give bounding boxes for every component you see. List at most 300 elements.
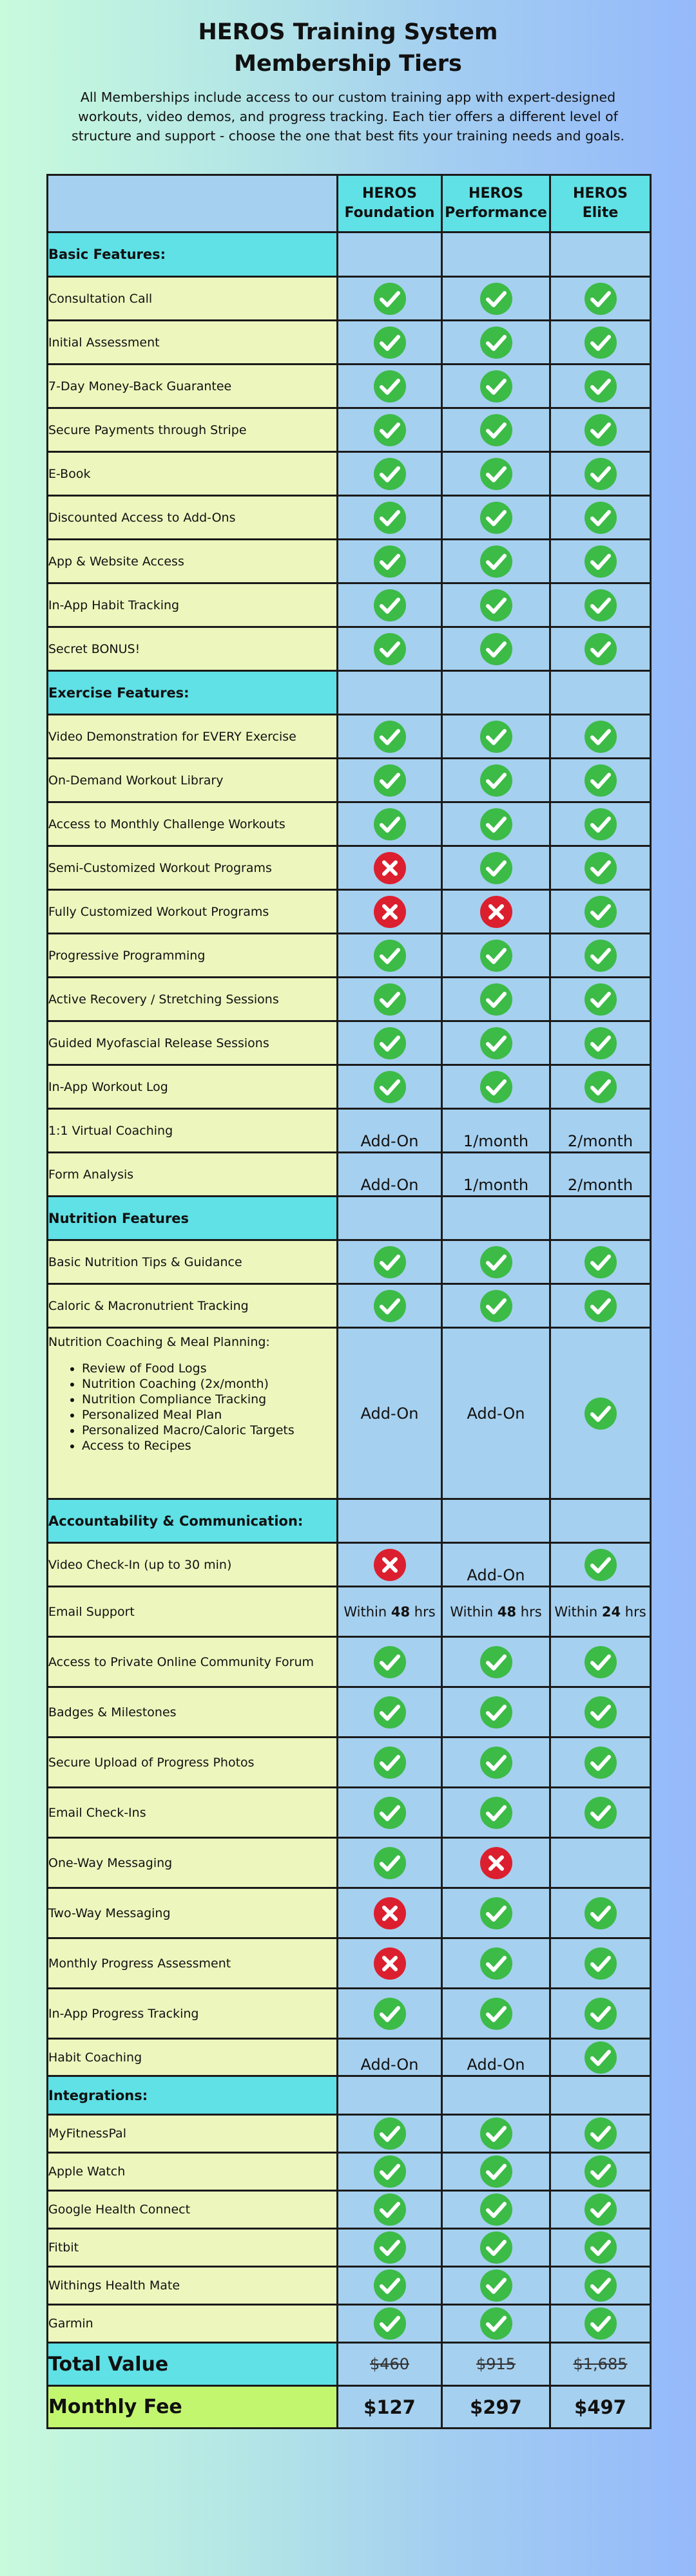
plan-value-cell	[442, 1637, 550, 1687]
check-circle-icon	[583, 1996, 618, 2031]
plan-value-cell	[338, 1328, 442, 1499]
plan-value-cell	[338, 1938, 442, 1989]
email-prefix: Within	[343, 1604, 387, 1620]
plan-header-elite	[550, 175, 651, 232]
email-hours: 24	[601, 1604, 621, 1620]
check-circle-icon	[479, 2306, 514, 2341]
feature-label: Nutrition Coaching & Meal Planning:	[48, 1335, 270, 1349]
plan-value-cell	[442, 321, 550, 365]
check-circle-icon	[583, 895, 618, 929]
feature-row	[48, 627, 651, 671]
list-item: • Review of Food Logs	[82, 1361, 336, 1376]
feature-label: MyFitnessPal	[48, 2115, 338, 2153]
feature-row	[48, 2267, 651, 2305]
list-item: • Nutrition Coaching (2x/month)	[82, 1376, 336, 1392]
check-circle-icon	[372, 2268, 407, 2303]
plan-value-cell	[550, 2267, 651, 2305]
plan-value-cell	[338, 2115, 442, 2153]
plan-value-cell	[442, 1021, 550, 1065]
check-circle-icon	[583, 500, 618, 535]
plan-value-cell	[338, 1021, 442, 1065]
check-circle-icon	[583, 1896, 618, 1931]
check-circle-icon	[583, 1795, 618, 1830]
check-circle-icon	[479, 938, 514, 973]
list-item: • Nutrition Compliance Tracking	[82, 1392, 336, 1407]
check-circle-icon	[372, 544, 407, 579]
check-circle-icon	[583, 763, 618, 798]
feature-row	[48, 540, 651, 583]
plan-name-brand: HEROS	[362, 185, 417, 202]
feature-row	[48, 1938, 651, 1989]
feature-row	[48, 978, 651, 1021]
check-circle-icon	[583, 938, 618, 973]
plan-value-cell	[442, 583, 550, 627]
check-circle-icon	[583, 325, 618, 360]
plan-value-cell	[550, 2039, 651, 2076]
check-circle-icon	[583, 1026, 618, 1061]
feature-label: Garmin	[48, 2305, 338, 2343]
plan-value-cell	[550, 978, 651, 1021]
plan-value-cell	[550, 1738, 651, 1788]
check-circle-icon	[372, 457, 407, 491]
plan-value-cell	[338, 496, 442, 540]
plan-value-cell	[550, 1888, 651, 1938]
check-circle-icon	[479, 632, 514, 667]
plan-value-cell	[338, 1240, 442, 1284]
section-title: Basic Features:	[48, 232, 338, 277]
plan-value-text: Add-On	[360, 1404, 419, 1423]
feature-label: Monthly Progress Assessment	[48, 1938, 338, 1989]
plan-value-cell	[550, 802, 651, 846]
plan-value-cell	[550, 2153, 651, 2191]
email-support-value	[442, 1587, 550, 1637]
plan-value-cell	[550, 1989, 651, 2039]
feature-row	[48, 2229, 651, 2267]
check-circle-icon	[479, 1745, 514, 1780]
plan-value-cell	[338, 1738, 442, 1788]
plan-value-cell	[442, 1153, 550, 1197]
section-blank-cell	[338, 232, 442, 277]
email-hours: 48	[391, 1604, 411, 1620]
plan-value-text: 1/month	[463, 1132, 529, 1150]
feature-label: Basic Nutrition Tips & Guidance	[48, 1240, 338, 1284]
check-circle-icon	[372, 763, 407, 798]
check-circle-icon	[583, 2116, 618, 2151]
check-circle-icon	[479, 500, 514, 535]
check-circle-icon	[372, 2192, 407, 2227]
check-circle-icon	[479, 544, 514, 579]
plan-name: Foundation	[344, 205, 435, 221]
feature-label: Caloric & Macronutrient Tracking	[48, 1284, 338, 1328]
check-circle-icon	[479, 1896, 514, 1931]
feature-label: Secure Payments through Stripe	[48, 408, 338, 452]
plan-value-cell	[550, 1838, 651, 1888]
monthly-fee-amount: $297	[442, 2386, 550, 2429]
section-title: Exercise Features:	[48, 671, 338, 715]
section-blank-cell	[442, 232, 550, 277]
check-circle-icon	[583, 1645, 618, 1680]
section-header-row	[48, 1197, 651, 1240]
section-header-row	[48, 671, 651, 715]
check-circle-icon	[372, 588, 407, 623]
plan-header-foundation	[338, 175, 442, 232]
x-circle-icon	[372, 1548, 407, 1582]
feature-row	[48, 321, 651, 365]
plan-value-cell	[442, 365, 550, 408]
check-circle-icon	[372, 719, 407, 754]
feature-label: Badges & Milestones	[48, 1687, 338, 1738]
section-blank-cell	[338, 2076, 442, 2115]
check-circle-icon	[479, 325, 514, 360]
plan-value-cell	[442, 1687, 550, 1738]
feature-row	[48, 1284, 651, 1328]
plan-value-text: Add-On	[467, 1566, 525, 1584]
section-blank-cell	[550, 1197, 651, 1240]
check-circle-icon	[372, 632, 407, 667]
plan-value-cell	[550, 2115, 651, 2153]
check-circle-icon	[583, 2306, 618, 2341]
feature-label: Video Demonstration for EVERY Exercise	[48, 715, 338, 759]
feature-label: Semi-Customized Workout Programs	[48, 846, 338, 890]
plan-value-cell	[442, 1989, 550, 2039]
plan-value-cell	[442, 715, 550, 759]
section-blank-cell	[550, 2076, 651, 2115]
plan-value-cell	[550, 540, 651, 583]
check-circle-icon	[479, 457, 514, 491]
plan-value-cell	[338, 408, 442, 452]
feature-label: Two-Way Messaging	[48, 1888, 338, 1938]
section-blank-cell	[442, 2076, 550, 2115]
total-value-amount: $460	[338, 2343, 442, 2386]
feature-row	[48, 496, 651, 540]
section-blank-cell	[442, 671, 550, 715]
check-circle-icon	[583, 851, 618, 886]
plan-value-cell	[442, 2153, 550, 2191]
plan-value-text: 2/month	[567, 1132, 633, 1150]
feature-row	[48, 1153, 651, 1197]
plan-value-cell	[442, 408, 550, 452]
plan-value-cell	[442, 627, 550, 671]
check-circle-icon	[583, 413, 618, 448]
plan-value-cell	[442, 1888, 550, 1938]
plan-value-text: 1/month	[463, 1176, 529, 1194]
plan-value-cell	[338, 890, 442, 934]
plan-value-cell	[442, 1328, 550, 1499]
feature-row	[48, 934, 651, 978]
check-circle-icon	[372, 413, 407, 448]
plan-value-cell	[338, 1838, 442, 1888]
check-circle-icon	[583, 2040, 618, 2075]
feature-row	[48, 1065, 651, 1109]
check-circle-icon	[479, 369, 514, 404]
monthly-fee-amount: $127	[338, 2386, 442, 2429]
meal-planning-feature	[48, 1328, 338, 1499]
section-header-row	[48, 1499, 651, 1543]
feature-label: Secret BONUS!	[48, 627, 338, 671]
plan-value-cell	[550, 846, 651, 890]
check-circle-icon	[583, 1745, 618, 1780]
plan-value-cell	[442, 496, 550, 540]
section-blank-cell	[442, 1499, 550, 1543]
feature-label: Initial Assessment	[48, 321, 338, 365]
feature-row	[48, 1687, 651, 1738]
x-circle-icon	[479, 895, 514, 929]
membership-table	[46, 174, 652, 2429]
plan-value-cell	[550, 277, 651, 321]
plan-value-cell	[338, 759, 442, 802]
email-prefix: Within	[554, 1604, 598, 1620]
plan-value-cell	[442, 2267, 550, 2305]
plan-value-cell	[550, 715, 651, 759]
check-circle-icon	[372, 807, 407, 842]
meal-planning-list	[82, 1361, 336, 1454]
check-circle-icon	[372, 281, 407, 316]
feature-label: Withings Health Mate	[48, 2267, 338, 2305]
email-suffix: hrs	[624, 1604, 646, 1620]
check-circle-icon	[372, 1846, 407, 1880]
check-circle-icon	[583, 2154, 618, 2189]
plan-value-cell	[550, 583, 651, 627]
plan-header-performance	[442, 175, 550, 232]
check-circle-icon	[583, 2230, 618, 2265]
check-circle-icon	[583, 2192, 618, 2227]
section-header-row	[48, 2076, 651, 2115]
section-blank-cell	[550, 232, 651, 277]
monthly-fee-row	[48, 2386, 651, 2429]
feature-row	[48, 1788, 651, 1838]
feature-label: Access to Private Online Community Forum	[48, 1637, 338, 1687]
plan-value-text: Add-On	[360, 1176, 419, 1194]
plan-value-cell	[442, 1240, 550, 1284]
feature-row	[48, 365, 651, 408]
check-circle-icon	[372, 2306, 407, 2341]
plan-value-cell	[338, 802, 442, 846]
feature-row	[48, 1838, 651, 1888]
plan-value-cell	[442, 1543, 550, 1587]
feature-label: 1:1 Virtual Coaching	[48, 1109, 338, 1153]
plan-value-cell	[338, 452, 442, 496]
feature-row	[48, 1637, 651, 1687]
feature-row	[48, 2039, 651, 2076]
plan-value-cell	[550, 890, 651, 934]
check-circle-icon	[583, 982, 618, 1017]
plan-value-cell	[338, 540, 442, 583]
check-circle-icon	[583, 807, 618, 842]
total-value-label: Total Value	[48, 2343, 338, 2386]
plan-value-cell	[442, 2229, 550, 2267]
plan-value-cell	[338, 1065, 442, 1109]
section-blank-cell	[338, 1499, 442, 1543]
check-circle-icon	[583, 1070, 618, 1104]
feature-row	[48, 1109, 651, 1153]
plan-value-text: Add-On	[467, 1404, 525, 1423]
feature-row	[48, 2115, 651, 2153]
section-header-row	[48, 232, 651, 277]
check-circle-icon	[479, 807, 514, 842]
check-circle-icon	[479, 763, 514, 798]
check-circle-icon	[372, 1245, 407, 1280]
feature-row	[48, 2305, 651, 2343]
feature-row	[48, 1888, 651, 1938]
feature-row	[48, 1543, 651, 1587]
feature-label: 7-Day Money-Back Guarantee	[48, 365, 338, 408]
plan-value-cell	[442, 1284, 550, 1328]
plan-value-text: 2/month	[567, 1176, 633, 1194]
feature-row	[48, 408, 651, 452]
plan-value-cell	[338, 1989, 442, 2039]
check-circle-icon	[372, 1795, 407, 1830]
plan-value-cell	[550, 365, 651, 408]
list-item: • Personalized Meal Plan	[82, 1407, 336, 1423]
plan-name-brand: HEROS	[469, 185, 523, 202]
header-blank-cell	[48, 175, 338, 232]
plan-value-cell	[442, 2115, 550, 2153]
plan-value-cell	[442, 1788, 550, 1838]
plan-value-cell	[550, 1788, 651, 1838]
feature-label: Form Analysis	[48, 1153, 338, 1197]
plan-value-cell	[550, 2305, 651, 2343]
plan-value-cell	[550, 627, 651, 671]
check-circle-icon	[479, 1996, 514, 2031]
plan-value-cell	[442, 1738, 550, 1788]
email-hours: 48	[497, 1604, 517, 1620]
feature-label: In-App Workout Log	[48, 1065, 338, 1109]
plan-value-cell	[442, 759, 550, 802]
feature-row	[48, 1240, 651, 1284]
plan-value-cell	[338, 1687, 442, 1738]
check-circle-icon	[583, 544, 618, 579]
check-circle-icon	[372, 2230, 407, 2265]
plan-value-cell	[550, 934, 651, 978]
check-circle-icon	[479, 1946, 514, 1981]
check-circle-icon	[372, 1289, 407, 1323]
intro-text: All Memberships include access to our custom training app with expert-designed workouts, video demos, and progress tracking. Each tier offers a different level of structure and support - choose the one that best fits your training needs and goals.	[72, 90, 624, 144]
plan-value-cell	[338, 2267, 442, 2305]
plan-value-cell	[550, 1328, 651, 1499]
plan-value-cell	[550, 1284, 651, 1328]
email-support-value	[550, 1587, 651, 1637]
section-title: Accountability & Communication:	[48, 1499, 338, 1543]
plan-value-cell	[550, 1687, 651, 1738]
feature-label: Apple Watch	[48, 2153, 338, 2191]
check-circle-icon	[372, 1070, 407, 1104]
check-circle-icon	[583, 1396, 618, 1431]
plan-value-cell	[550, 2229, 651, 2267]
plan-value-cell	[550, 1637, 651, 1687]
monthly-fee-amount: $497	[550, 2386, 651, 2429]
x-circle-icon	[372, 851, 407, 886]
plan-value-cell	[550, 1153, 651, 1197]
plan-value-cell	[338, 1153, 442, 1197]
plan-name: Elite	[582, 205, 619, 221]
plan-value-cell	[338, 2191, 442, 2229]
check-circle-icon	[372, 1026, 407, 1061]
plan-value-text: Add-On	[360, 1132, 419, 1150]
plan-value-text: Add-On	[467, 2056, 525, 2074]
check-circle-icon	[479, 588, 514, 623]
check-circle-icon	[479, 719, 514, 754]
feature-label: Video Check-In (up to 30 min)	[48, 1543, 338, 1587]
x-circle-icon	[479, 1846, 514, 1880]
plan-value-cell	[338, 1788, 442, 1838]
check-circle-icon	[583, 369, 618, 404]
plan-value-cell	[550, 1240, 651, 1284]
feature-row	[48, 846, 651, 890]
plan-value-cell	[338, 627, 442, 671]
plan-value-cell	[442, 846, 550, 890]
plan-value-cell	[442, 890, 550, 934]
plan-value-cell	[338, 2153, 442, 2191]
check-circle-icon	[479, 413, 514, 448]
check-circle-icon	[479, 1645, 514, 1680]
section-blank-cell	[338, 671, 442, 715]
monthly-fee-label: Monthly Fee	[48, 2386, 338, 2429]
check-circle-icon	[372, 938, 407, 973]
feature-row	[48, 2191, 651, 2229]
feature-row	[48, 2153, 651, 2191]
plan-value-cell	[338, 978, 442, 1021]
list-item: • Personalized Macro/Caloric Targets	[82, 1423, 336, 1438]
meal-planning-row	[48, 1328, 651, 1499]
plan-value-cell	[442, 934, 550, 978]
check-circle-icon	[583, 588, 618, 623]
section-blank-cell	[338, 1197, 442, 1240]
feature-label: E-Book	[48, 452, 338, 496]
plan-value-cell	[442, 1838, 550, 1888]
email-support-value	[338, 1587, 442, 1637]
plan-value-cell	[550, 1938, 651, 1989]
check-circle-icon	[479, 2192, 514, 2227]
check-circle-icon	[583, 1695, 618, 1730]
check-circle-icon	[372, 1645, 407, 1680]
plan-value-cell	[442, 540, 550, 583]
plan-value-cell	[338, 2305, 442, 2343]
plan-value-cell	[338, 277, 442, 321]
list-item: • Access to Recipes	[82, 1438, 336, 1454]
feature-label: Progressive Programming	[48, 934, 338, 978]
feature-label: Access to Monthly Challenge Workouts	[48, 802, 338, 846]
plan-value-cell	[338, 934, 442, 978]
plan-value-cell	[338, 1543, 442, 1587]
email-suffix: hrs	[414, 1604, 436, 1620]
x-circle-icon	[372, 1946, 407, 1981]
plan-value-text: Add-On	[360, 2056, 419, 2074]
check-circle-icon	[372, 325, 407, 360]
plan-value-cell	[338, 365, 442, 408]
plan-value-cell	[550, 2191, 651, 2229]
total-value-amount: $915	[442, 2343, 550, 2386]
feature-label: Fully Customized Workout Programs	[48, 890, 338, 934]
check-circle-icon	[479, 982, 514, 1017]
plan-value-cell	[338, 2229, 442, 2267]
section-blank-cell	[550, 671, 651, 715]
plan-value-cell	[442, 2305, 550, 2343]
plan-name: Performance	[445, 205, 547, 221]
title-line-2: Membership Tiers	[234, 51, 462, 77]
email-suffix: hrs	[520, 1604, 542, 1620]
plan-value-cell	[550, 321, 651, 365]
feature-label: In-App Habit Tracking	[48, 583, 338, 627]
check-circle-icon	[479, 1289, 514, 1323]
feature-row	[48, 452, 651, 496]
feature-label: Active Recovery / Stretching Sessions	[48, 978, 338, 1021]
section-blank-cell	[442, 1197, 550, 1240]
title-line-1: HEROS Training System	[198, 19, 498, 45]
feature-label: Guided Myofascial Release Sessions	[48, 1021, 338, 1065]
check-circle-icon	[372, 500, 407, 535]
feature-row	[48, 583, 651, 627]
check-circle-icon	[372, 1745, 407, 1780]
